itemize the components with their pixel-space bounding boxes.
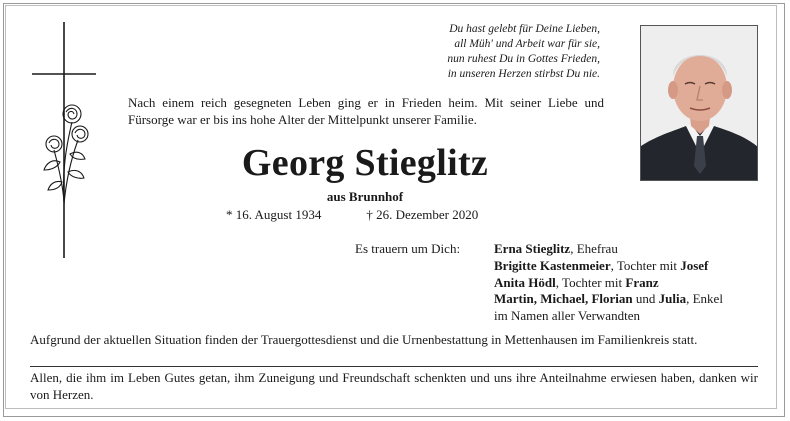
portrait-photo xyxy=(640,25,758,181)
mourner-relation: , Tochter mit xyxy=(610,257,681,273)
divider xyxy=(30,366,758,367)
deceased-name: Georg Stieglitz xyxy=(241,142,489,184)
mourner-relation: , Enkel xyxy=(686,291,723,307)
death-date: † 26. Dezember 2020 xyxy=(366,207,479,222)
birth-date: * 16. August 1934 xyxy=(226,207,322,222)
mourner-line xyxy=(494,275,723,292)
verse-line: nun ruhest Du in Gottes Frieden, xyxy=(447,53,600,65)
verse-line: Du hast gelebt für Deine Lieben, xyxy=(449,23,600,35)
mourner-relation: und xyxy=(632,291,659,307)
cross-with-roses-icon xyxy=(30,22,98,258)
verse-line: in unseren Herzen stirbst Du nie. xyxy=(447,68,600,80)
mourner-relation: im Namen aller Verwandten xyxy=(494,308,640,324)
mourner-name: Martin, Michael, Florian xyxy=(494,291,633,307)
mourner-name: Julia xyxy=(658,291,687,307)
mourners-label: Es trauern um Dich: xyxy=(355,241,461,256)
mourner-line xyxy=(494,258,723,275)
memorial-verse xyxy=(380,22,600,82)
intro-text: Nach einem reich gesegneten Leben ging er in Frieden heim. Mit seiner Liebe und Fürsorge war er bis ins hohe Alter der Mittelpunkt unserer Familie. xyxy=(128,95,604,127)
thanks-text: Allen, die ihm im Leben Gutes getan, ihm Zuneigung und Freundschaft schenkten und uns ihre Anteilnahme erwiesen haben, danken wir von Herzen. xyxy=(30,370,758,402)
mourner-name: Brigitte Kastenmeier xyxy=(494,257,611,273)
mourner-line xyxy=(494,291,723,308)
mourner-name: Josef xyxy=(680,257,709,273)
mourner-name: Franz xyxy=(625,274,659,290)
mourner-relation: , Tochter mit xyxy=(555,274,626,290)
mourners-list xyxy=(494,241,723,325)
mourner-line xyxy=(494,241,723,258)
service-notice: Aufgrund der aktuellen Situation finden der Trauergottesdienst und die Urnenbestattung in Mettenhausen im Familienkreis statt. xyxy=(30,332,698,347)
deceased-origin: aus Brunnhof xyxy=(326,189,404,204)
verse-line: all Müh' und Arbeit war für sie, xyxy=(454,38,600,50)
mourner-line xyxy=(494,308,723,325)
mourner-name: Erna Stieglitz xyxy=(494,241,571,256)
mourner-name: Anita Hödl xyxy=(494,274,556,290)
mourner-relation: , Ehefrau xyxy=(570,241,618,256)
life-dates xyxy=(226,207,478,223)
